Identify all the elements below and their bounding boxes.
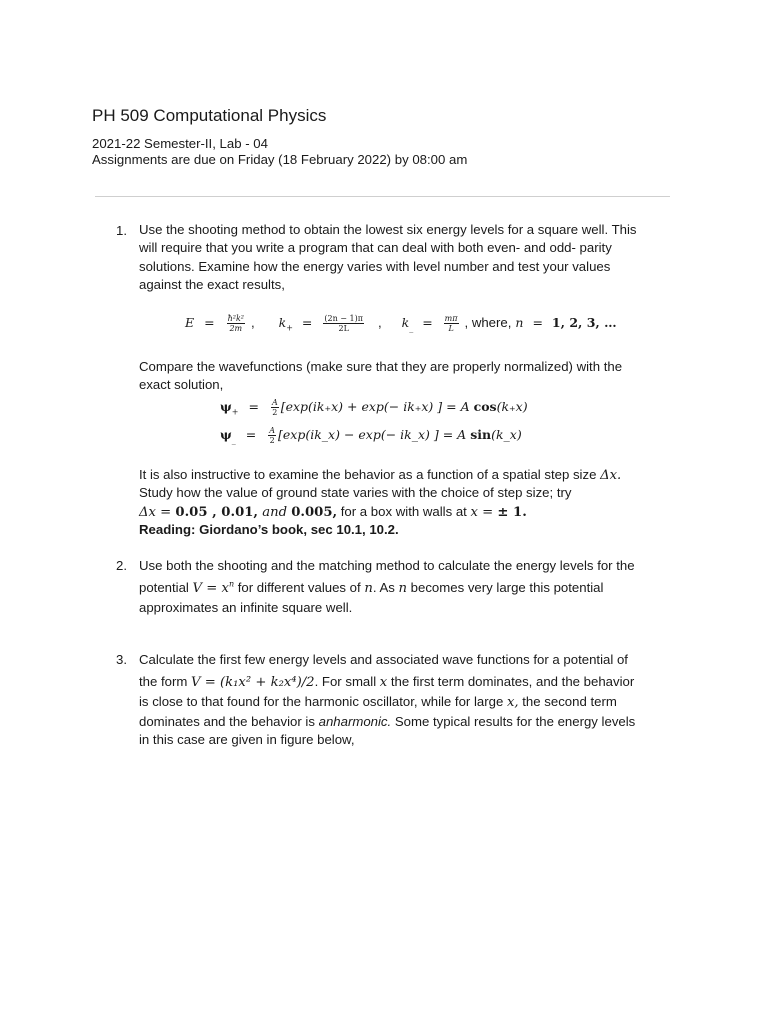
item-number-3: 3. (116, 652, 127, 667)
k-plus-subscript: + (286, 323, 293, 333)
due-date-line: Assignments are due on Friday (18 February 2022) by 08:00 am (92, 152, 468, 167)
fraction-denominator: 2m (229, 324, 243, 333)
fraction-denominator: L (448, 324, 454, 333)
fraction-numerator: (2n − 1)π (324, 314, 363, 323)
delta-x-symbol: Δx. (600, 468, 622, 483)
equals-sign: = (532, 315, 543, 330)
psi-minus-equation (220, 426, 522, 445)
item-1-line: will require that you write a program that can deal with both even- and odd- parity (139, 240, 612, 256)
step-values: 0.05 , 0.01, (175, 504, 259, 520)
compare-line: exact solution, (139, 377, 224, 393)
step-text: Study how the value of ground state varies with the choice of step size; try (139, 485, 572, 501)
psi-subscript: + (231, 407, 239, 417)
equals-sign: = (301, 315, 313, 330)
item-3-line: the second term (518, 694, 617, 709)
k-plus-symbol: k (278, 315, 287, 330)
x-symbol: x, (506, 695, 519, 710)
item-3-line: the first term dominates, and the behavior (387, 674, 635, 689)
item-3-line: the form (139, 674, 192, 689)
item-1-line: solutions. Examine how the energy varies with level number and test your values (139, 258, 611, 274)
wall-positions: ± 1. (497, 504, 527, 520)
equals-sign: = (204, 315, 215, 330)
psi-fraction (271, 398, 279, 417)
fraction-denominator: 2 (272, 408, 278, 417)
and-word: and (258, 504, 292, 520)
item-3-line: is close to that found for the harmonic oscillator, while for large (139, 694, 507, 709)
fraction-numerator: A (269, 426, 276, 435)
equals-sign: = (248, 399, 259, 414)
cos-argument: (k₊x) (496, 399, 528, 414)
psi-plus-equation (220, 398, 528, 417)
fraction-numerator: A (271, 398, 278, 407)
reading-reference: Reading: Giordano’s book, sec 10.1, 10.2. (139, 522, 399, 538)
where-text: , where, (464, 315, 512, 330)
fraction-denominator: 2L (338, 324, 349, 333)
psi-subscript: _ (231, 435, 236, 445)
item-2-line: becomes very large this potential (407, 580, 604, 595)
psi-minus-body: [exp(ik_x) − exp(− ik_x) ] = A (278, 427, 467, 442)
k-minus-fraction (444, 314, 459, 333)
item-2-line: potential (139, 580, 193, 595)
psi-fraction (268, 426, 276, 445)
anharmonic-term: anharmonic. (318, 714, 392, 729)
sin-function: sin (470, 427, 492, 442)
energy-equation: E = $\frac{\text{ħ²k²}}{2m}$ , $k_+$ = $\frac{(2n - 1)\pi}{2L}$ , $k_{\_}$ = $\frac{m\pi}{L}$ , where, n = 1, 2, 3, … (185, 314, 617, 333)
equals-sign: = (422, 315, 433, 330)
step-text: for a box with walls at (337, 503, 471, 519)
fraction-denominator: 2 (269, 436, 275, 445)
equals-sign: = (245, 427, 257, 442)
n-symbol: n (364, 581, 373, 596)
n-values: 1, 2, 3, … (551, 315, 617, 330)
semester-line: 2021-22 Semester-II, Lab - 04 (92, 136, 268, 151)
step-text: It is also instructive to examine the behavior as a function of a spatial step size (139, 467, 601, 482)
compare-paragraph (139, 358, 679, 395)
psi-symbol: ψ (220, 399, 232, 414)
cos-function: cos (473, 399, 497, 414)
fraction-numerator: ħ²k² (227, 314, 244, 323)
item-1-intro (139, 221, 679, 295)
potential-formula: V = (k₁x² + k₂x⁴)/2 (191, 675, 315, 690)
psi-plus-body: [exp(ik₊x) + exp(− ik₊x) ] = A (280, 399, 470, 414)
item-1-line: Use the shooting method to obtain the lowest six energy levels for a square well. This (139, 222, 637, 237)
delta-x-symbol: Δx = (139, 504, 176, 520)
energy-symbol: E (185, 315, 195, 330)
compare-line: Compare the wavefunctions (make sure that they are properly normalized) with the (139, 359, 623, 374)
k-plus-fraction (323, 314, 364, 333)
item-number-1: 1. (116, 223, 127, 238)
sin-argument: (k_x) (491, 427, 522, 442)
item-2-text (139, 556, 679, 616)
item-2-line: for different values of (234, 580, 365, 595)
potential-exponent: n (228, 579, 235, 589)
page-title: PH 509 Computational Physics (92, 106, 327, 125)
item-3-line: Some typical results for the energy levels (391, 714, 636, 729)
n-symbol: n (515, 315, 524, 330)
item-3-line: dominates and the behavior is (139, 714, 319, 729)
item-2-line: Use both the shooting and the matching method to calculate the energy levels for the (139, 558, 635, 573)
n-symbol: n (398, 581, 407, 596)
k-minus-symbol: k (401, 315, 410, 330)
item-2-line: . As (372, 580, 399, 595)
potential-formula: V = x (192, 581, 229, 596)
item-3-line: . For small (314, 674, 380, 689)
item-2-line: approximates an infinite square well. (139, 600, 353, 615)
step-size-paragraph (139, 466, 679, 540)
k-minus-subscript: _ (409, 323, 414, 333)
x-symbol: x = (470, 504, 498, 520)
psi-symbol: ψ (220, 427, 232, 442)
x-symbol: x (379, 675, 388, 690)
item-1-line: against the exact results, (139, 277, 285, 293)
step-value-last: 0.005, (291, 504, 338, 520)
energy-fraction (227, 314, 245, 333)
fraction-numerator: mπ (444, 314, 458, 323)
item-3-text (139, 650, 679, 748)
item-3-line: in this case are given in figure below, (139, 732, 355, 747)
item-3-line: Calculate the first few energy levels and associated wave functions for a potential of (139, 652, 628, 667)
item-number-2: 2. (116, 558, 127, 573)
header-divider (95, 196, 670, 197)
